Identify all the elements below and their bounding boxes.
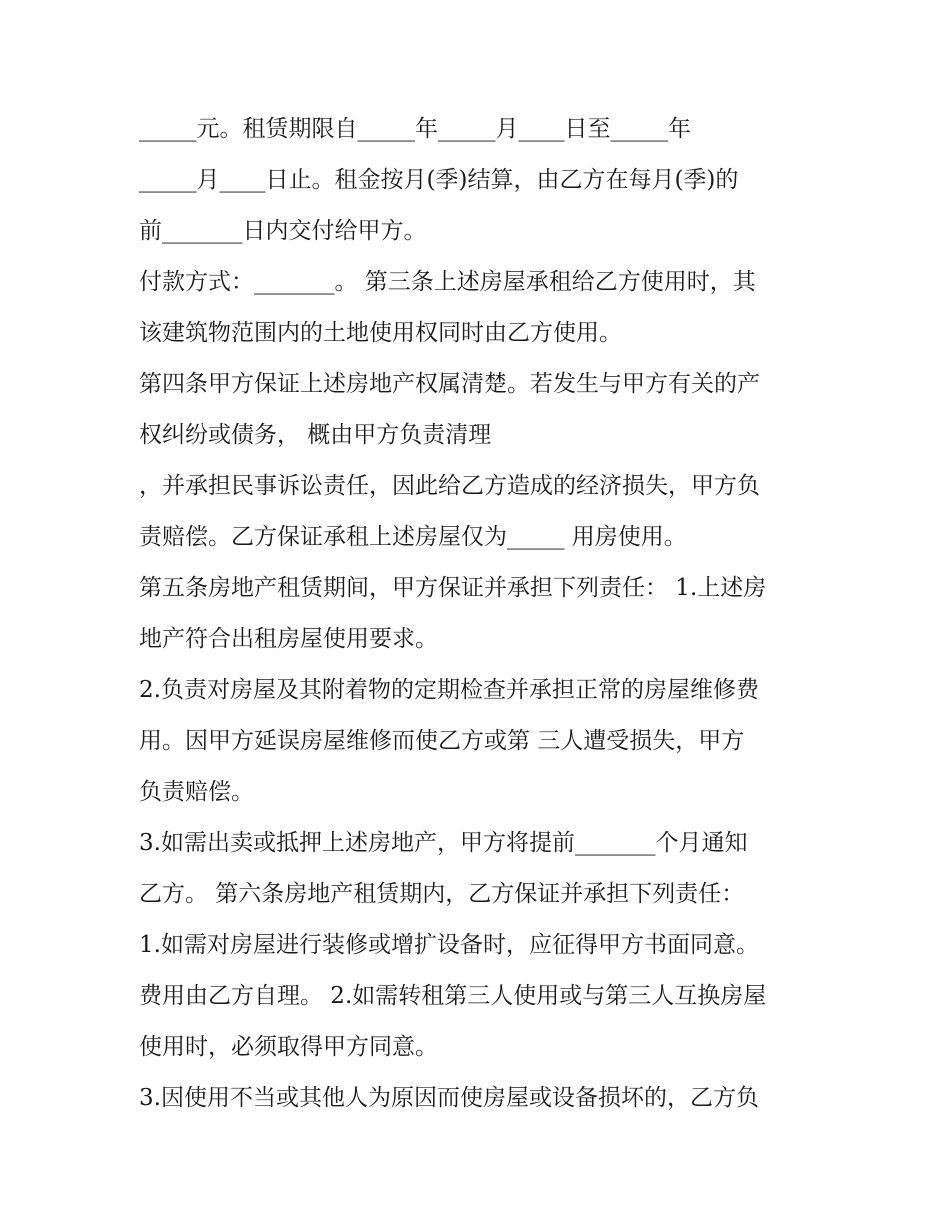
text-line: 付款方式：_______。 第三条上述房屋承租给乙方使用时，其 (139, 269, 756, 295)
text-line: 权纠纷或债务， 概由甲方负责清理 (139, 422, 492, 448)
text-line: 费用由乙方自理。 2.如需转租第三人使用或与第三人互换房屋 (139, 983, 767, 1009)
text-line: 负责赔偿。 (139, 779, 254, 805)
text-line: 2.负责对房屋及其附着物的定期检查并承担正常的房屋维修费 (139, 677, 759, 703)
contract-text (139, 108, 819, 1128)
text-line: 地产符合出租房屋使用要求。 (139, 626, 438, 652)
text-line: 第五条房地产租赁期间，甲方保证并承担下列责任： 1.上述房 (139, 575, 767, 601)
text-line: 责赔偿。乙方保证承租上述房屋仅为_____ 用房使用。 (139, 524, 687, 550)
text-line: 3.如需出卖或抵押上述房地产，甲方将提前_______个月通知 (139, 830, 748, 856)
text-line: 该建筑物范围内的土地使用权同时由乙方使用。 (139, 320, 622, 346)
text-line: ，并承担民事诉讼责任，因此给乙方造成的经济损失，甲方负 (139, 473, 760, 499)
text-line: 第四条甲方保证上述房地产权属清楚。若发生与甲方有关的产 (139, 371, 760, 397)
text-line: 1.如需对房屋进行装修或增扩设备时，应征得甲方书面同意。 (139, 932, 759, 958)
text-line: _____元。租赁期限自_____年_____月____日至_____年 (139, 116, 691, 142)
text-line: 用。因甲方延误房屋维修而使乙方或第 三人遭受损失，甲方 (139, 728, 745, 754)
text-line: 3.因使用不当或其他人为原因而使房屋或设备损坏的，乙方负 (139, 1085, 759, 1111)
text-line: 使用时，必须取得甲方同意。 (139, 1034, 438, 1060)
text-line: 前_______日内交付给甲方。 (139, 218, 427, 244)
text-line: _____月____日止。租金按月(季)结算，由乙方在每月(季)的 (139, 167, 739, 193)
text-line: 乙方。 第六条房地产租赁期内，乙方保证并承担下列责任： (139, 881, 745, 907)
